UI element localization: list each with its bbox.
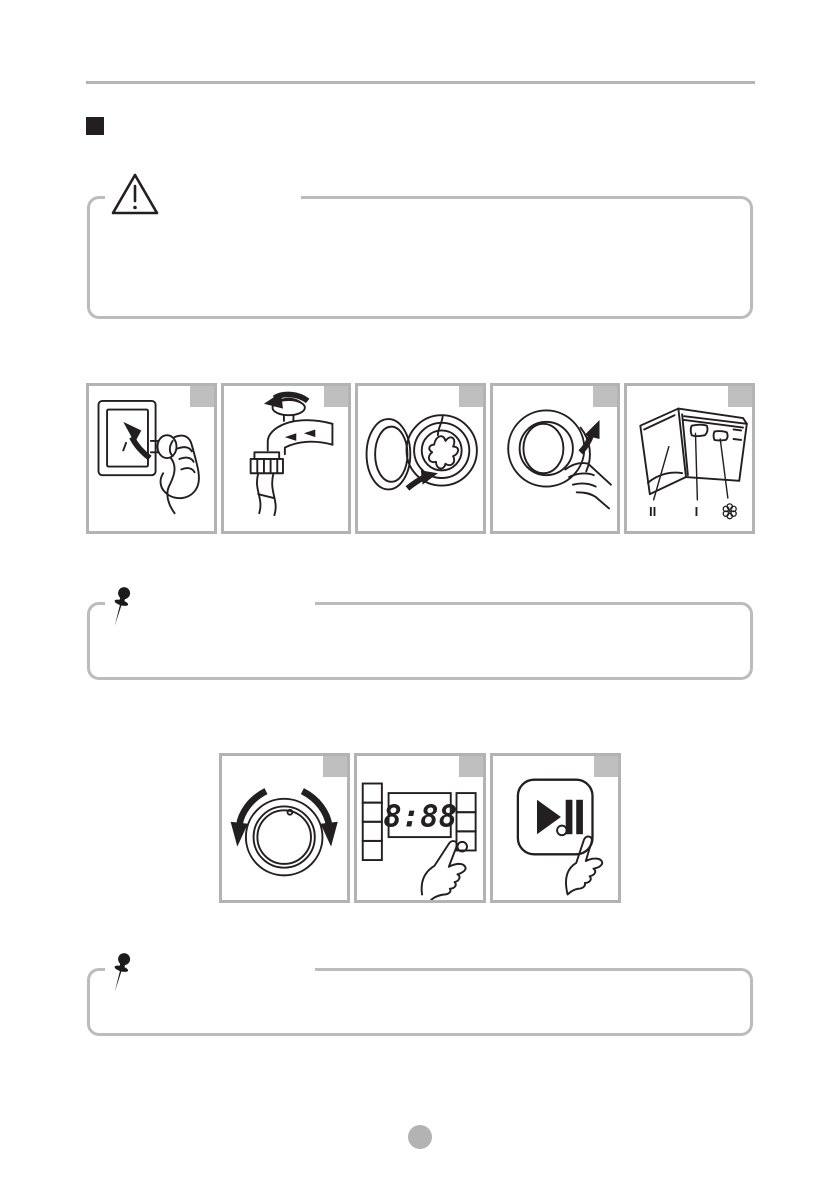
display-buttons-illustration [357, 756, 482, 900]
step-badge [323, 756, 347, 777]
header-rule [86, 81, 755, 84]
operation-steps-row [219, 753, 621, 903]
step-panel-plug-socket [86, 383, 217, 534]
play-pause-icon [537, 800, 583, 834]
section-marker [86, 117, 104, 135]
page-number-dot [408, 1125, 432, 1149]
step-badge [594, 756, 618, 777]
note-callout-1 [87, 602, 753, 680]
step-badge [190, 386, 214, 407]
step-panel-tap-hose [221, 383, 352, 534]
drawer-label-main-wash: I [694, 504, 699, 520]
step-badge [459, 386, 483, 407]
power-plug-illustration [89, 386, 214, 531]
warning-callout [87, 196, 753, 319]
step-panel-program-dial [219, 753, 350, 903]
note-callout-2 [87, 968, 753, 1036]
step-panel-close-door [490, 383, 621, 534]
step-badge [459, 756, 483, 777]
step-badge [728, 386, 752, 407]
step-panel-start-pause [490, 753, 621, 903]
step-badge [324, 386, 348, 407]
program-dial-illustration [222, 756, 347, 900]
detergent-drawer-illustration [627, 386, 752, 531]
step-panel-detergent-drawer [624, 383, 755, 534]
close-door-illustration [493, 386, 618, 531]
installation-steps-row [86, 383, 755, 534]
pushpin-icon [110, 951, 136, 997]
load-laundry-illustration [358, 386, 483, 531]
note1-heading-gap [105, 602, 315, 605]
note2-heading-gap [105, 968, 315, 971]
drawer-label-prewash: II [649, 504, 657, 520]
step-panel-display [354, 753, 485, 903]
warning-triangle-icon [110, 172, 160, 216]
seven-segment-display: 8:88 [383, 799, 458, 835]
softener-flower-icon [724, 504, 737, 519]
step-panel-load-laundry [355, 383, 486, 534]
step-badge [593, 386, 617, 407]
start-pause-illustration [493, 756, 618, 900]
pushpin-icon [110, 585, 136, 631]
water-tap-illustration [224, 386, 349, 531]
